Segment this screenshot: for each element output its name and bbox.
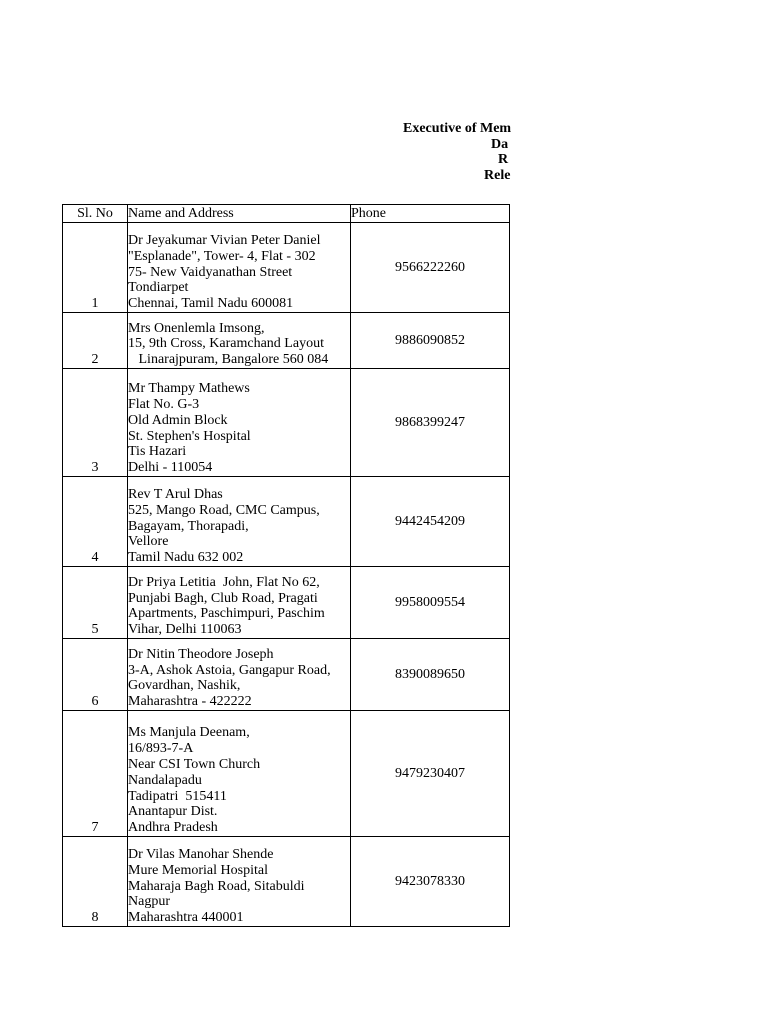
serial-number-cell: 2 <box>63 313 128 369</box>
address-line: Maharaja Bagh Road, Sitabuldi <box>128 878 305 894</box>
address-line: Nandalapadu <box>128 772 202 788</box>
heading-line-2: Da <box>491 137 509 152</box>
name-address-cell <box>128 223 351 313</box>
address-line: St. Stephen's Hospital <box>128 428 251 444</box>
table-row <box>63 477 510 567</box>
address-line: Anantapur Dist. <box>128 804 218 820</box>
address-line: Dr Jeyakumar Vivian Peter Daniel <box>128 233 321 249</box>
column-header-sl-no: Sl. No <box>63 205 128 223</box>
address-line: Tamil Nadu 632 002 <box>128 550 244 566</box>
phone-cell: 8390089650 <box>351 639 510 711</box>
heading-line-4: Rele <box>484 168 511 183</box>
address-line: Rev T Arul Dhas <box>128 487 223 503</box>
phone-cell: 9479230407 <box>351 711 510 837</box>
address-line: Nagpur <box>128 894 170 910</box>
address-line: Andhra Pradesh <box>128 820 218 836</box>
name-address-cell <box>128 369 351 477</box>
table-row <box>63 639 510 711</box>
address-line: Vellore <box>128 534 169 550</box>
address-line: 75- New Vaidyanathan Street <box>128 264 293 280</box>
address-line: 16/893-7-A <box>128 741 194 757</box>
address-line: Mr Thampy Mathews <box>128 381 250 397</box>
address-line: Maharashtra 440001 <box>128 910 244 926</box>
heading-line-3: R <box>498 152 509 167</box>
address-line: 525, Mango Road, CMC Campus, <box>128 502 320 518</box>
heading-line-1: Executive of Mem <box>403 121 512 136</box>
address-line: Old Admin Block <box>128 412 228 428</box>
serial-number-cell: 7 <box>63 711 128 837</box>
serial-number-cell: 3 <box>63 369 128 477</box>
table-row <box>63 567 510 639</box>
address-line: Govardhan, Nashik, <box>128 678 241 694</box>
address-line: Dr Nitin Theodore Joseph <box>128 646 274 662</box>
phone-cell: 9423078330 <box>351 837 510 927</box>
serial-number-cell: 4 <box>63 477 128 567</box>
table-row <box>63 711 510 837</box>
address-line: Dr Priya Letitia John, Flat No 62, <box>128 574 320 590</box>
phone-cell: 9868399247 <box>351 369 510 477</box>
table-row <box>63 223 510 313</box>
table-row <box>63 837 510 927</box>
address-line: Flat No. G-3 <box>128 397 200 413</box>
column-header-name-address: Name and Address <box>128 205 351 223</box>
address-line: Apartments, Paschimpuri, Paschim <box>128 606 325 622</box>
phone-cell: 9442454209 <box>351 477 510 567</box>
serial-number-cell: 6 <box>63 639 128 711</box>
address-line: Tondiarpet <box>128 280 189 296</box>
address-line: 15, 9th Cross, Karamchand Layout <box>128 336 324 352</box>
serial-number-cell: 8 <box>63 837 128 927</box>
column-header-phone: Phone <box>351 205 510 223</box>
address-line: 3-A, Ashok Astoia, Gangapur Road, <box>128 662 331 678</box>
table-row <box>63 313 510 369</box>
phone-cell: 9566222260 <box>351 223 510 313</box>
address-line: Tis Hazari <box>128 444 187 460</box>
address-line: Delhi - 110054 <box>128 460 213 476</box>
address-line: Mrs Onenlemla Imsong, <box>128 320 265 336</box>
address-line: Punjabi Bagh, Club Road, Pragati <box>128 590 318 606</box>
address-line: Maharashtra - 422222 <box>128 694 252 710</box>
address-line: Chennai, Tamil Nadu 600081 <box>128 296 294 312</box>
address-line: Vihar, Delhi 110063 <box>128 622 242 638</box>
address-line: Ms Manjula Deenam, <box>128 725 250 741</box>
address-line: Bagayam, Thorapadi, <box>128 518 249 534</box>
name-address-cell <box>128 837 351 927</box>
address-line: Linarajpuram, Bangalore 560 084 <box>128 352 329 368</box>
address-line: Tadipatri 515411 <box>128 788 227 804</box>
address-line: Mure Memorial Hospital <box>128 862 268 878</box>
name-address-cell <box>128 477 351 567</box>
name-address-cell <box>128 639 351 711</box>
address-line: Near CSI Town Church <box>128 757 261 773</box>
members-table <box>62 204 510 927</box>
phone-cell: 9886090852 <box>351 313 510 369</box>
table-header-row <box>63 205 510 223</box>
serial-number-cell: 1 <box>63 223 128 313</box>
serial-number-cell: 5 <box>63 567 128 639</box>
name-address-cell <box>128 567 351 639</box>
phone-cell: 9958009554 <box>351 567 510 639</box>
address-line: "Esplanade", Tower- 4, Flat - 302 <box>128 248 316 264</box>
name-address-cell <box>128 711 351 837</box>
address-line: Dr Vilas Manohar Shende <box>128 847 274 863</box>
table-row <box>63 369 510 477</box>
name-address-cell <box>128 313 351 369</box>
